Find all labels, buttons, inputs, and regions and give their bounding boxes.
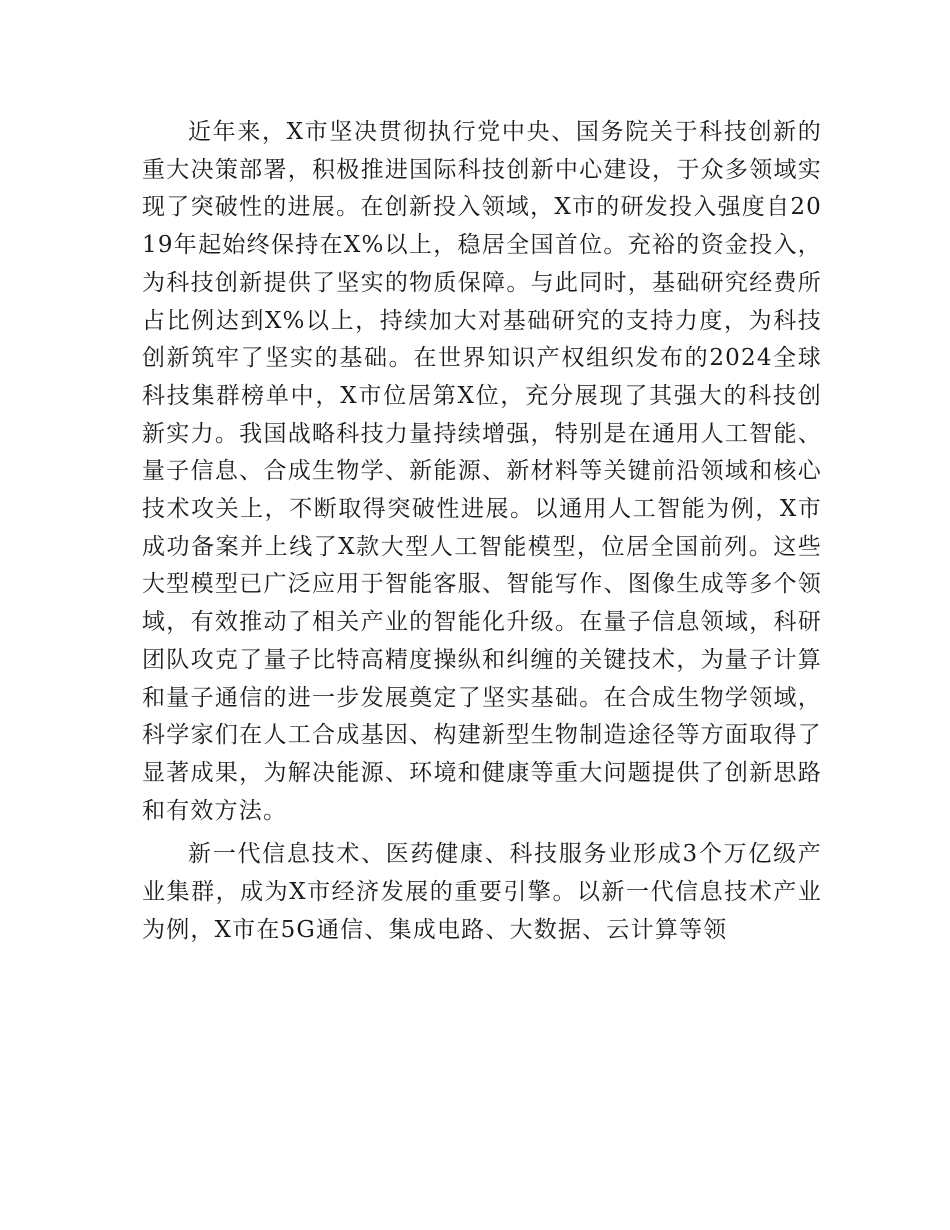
document-body (142, 114, 822, 955)
paragraph-2: 新一代信息技术、医药健康、科技服务业形成3个万亿级产业集群，成为X市经济发展的重要引擎。以新一代信息技术产业为例，X市在5G通信、集成电路、大数据、云计算等领 (142, 841, 822, 943)
paragraph-1: 近年来，X市坚决贯彻执行党中央、国务院关于科技创新的重大决策部署，积极推进国际科技创新中心建设，于众多领域实现了突破性的进展。在创新投入领域，X市的研发投入强度自2019年起始终保持在X%以上，稳居全国首位。充裕的资金投入，为科技创新提供了坚实的物质保障。与此同时，基础研究经费所占比例达到X%以上，持续加大对基础研究的支持力度，为科技创新筑牢了坚实的基础。在世界知识产权组织发布的2024全球科技集群榜单中，X市位居第X位，充分展现了其强大的科技创新实力。我国战略科技力量持续增强，特别是在通用人工智能、量子信息、合成生物学、新能源、新材料等关键前沿领域和核心技术攻关上，不断取得突破性进展。以通用人工智能为例，X市成功备案并上线了X款大型人工智能模型，位居全国前列。这些大型模型已广泛应用于智能客服、智能写作、图像生成等多个领域，有效推动了相关产业的智能化升级。在量子信息领域，科研团队攻克了量子比特高精度操纵和纠缠的关键技术，为量子计算和量子通信的进一步发展奠定了坚实基础。在合成生物学领域，科学家们在人工合成基因、构建新型生物制造途径等方面取得了显著成果，为解决能源、环境和健康等重大问题提供了创新思路和有效方法。 (142, 119, 822, 824)
